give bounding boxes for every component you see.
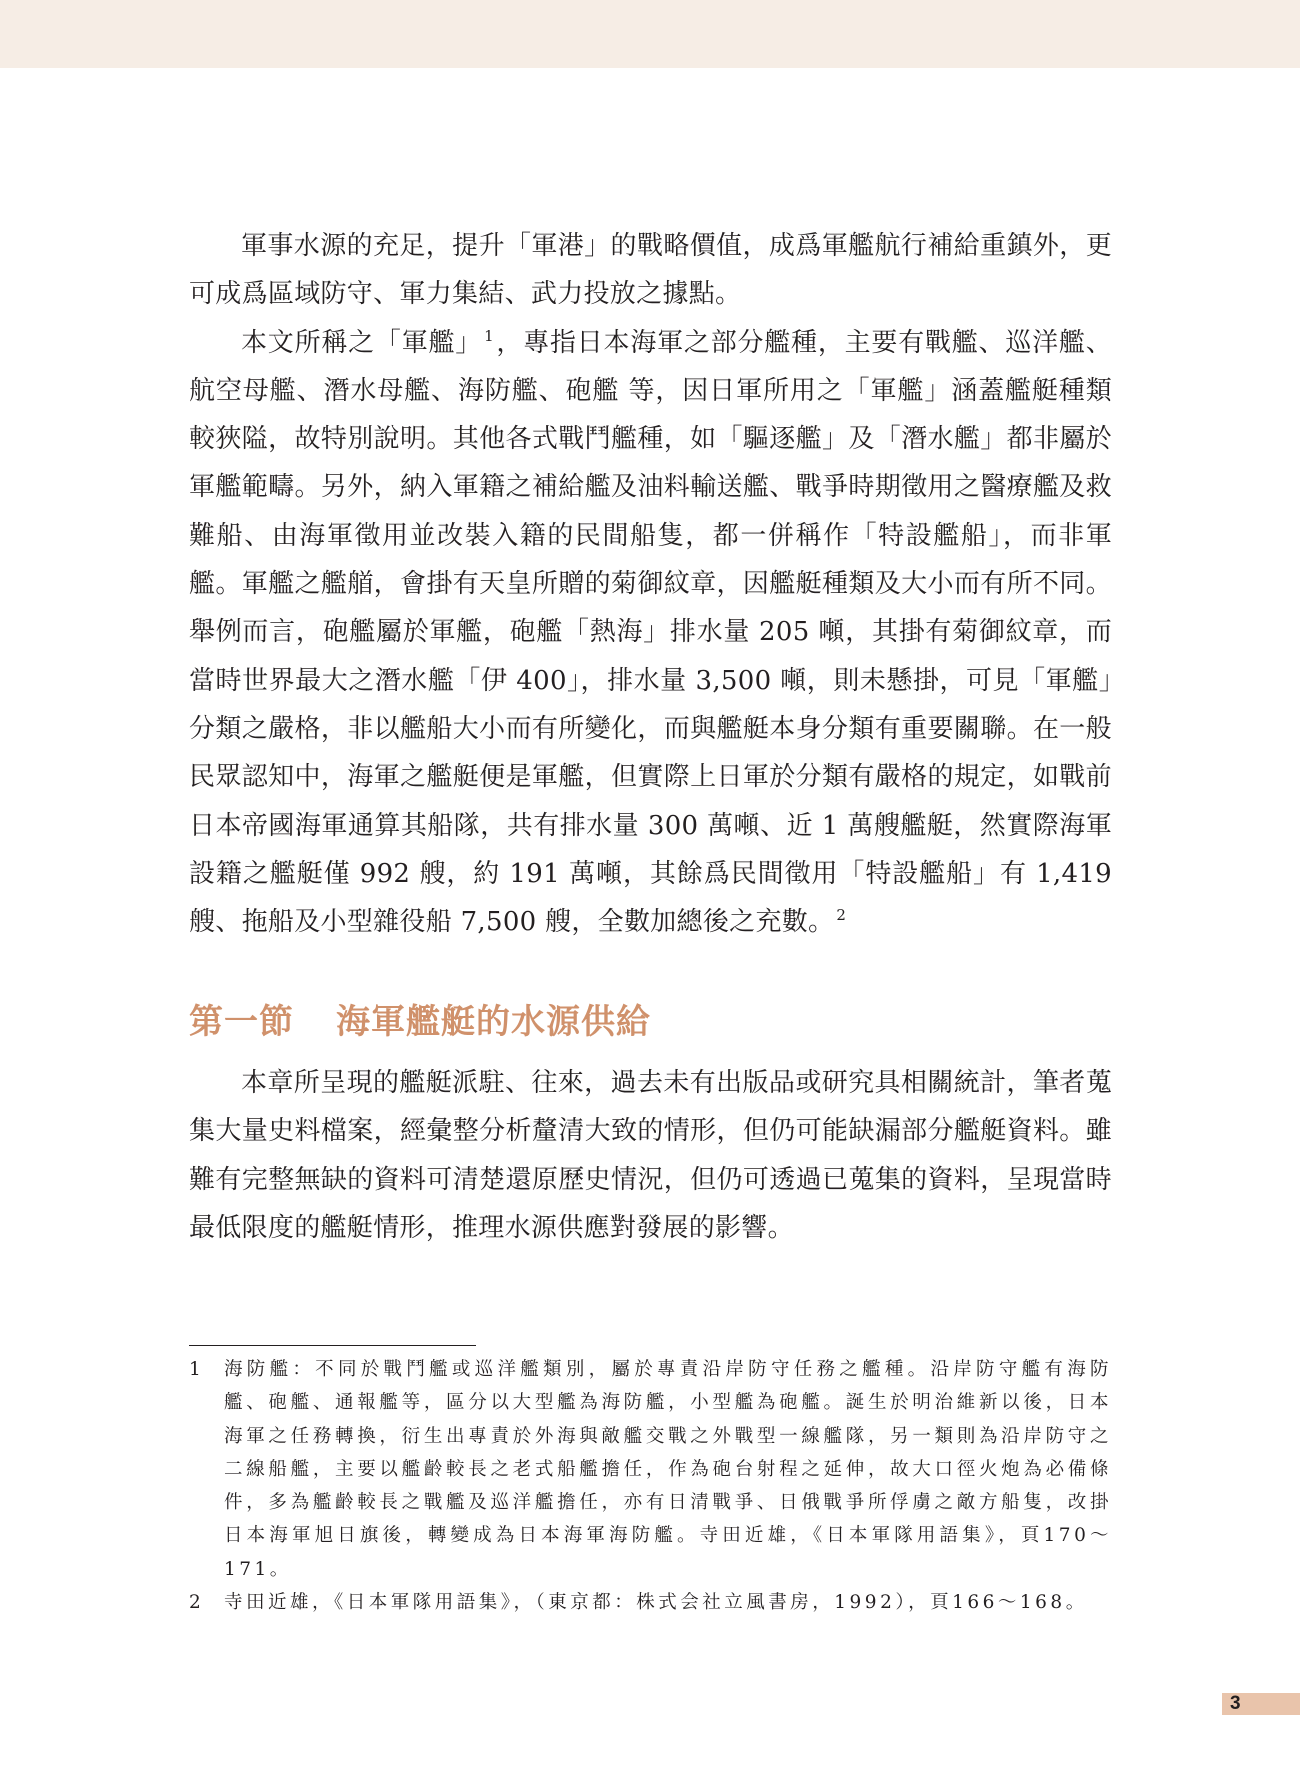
footnote-divider (189, 1345, 476, 1346)
top-header-band (0, 0, 1300, 68)
footnote-1-text: 海防艦：不同於戰鬥艦或巡洋艦類別，屬於專責沿岸防守任務之艦種。沿岸防守艦有海防艦、砲艦、通報艦等，區分以大型艦為海防艦，小型艦為砲艦。誕生於明治維新以後，日本海軍之任務轉換，衍生出專責於外海與敵艦交戰之外戰型一線艦隊，另一類則為沿岸防守之二線船艦，主要以艦齡較長之老式船艦擔任，作為砲台射程之延伸，故大口徑火炮為必備條件，多為艦齡較長之戰艦及巡洋艦擔任，亦有日清戰爭、日俄戰爭所俘虜之敵方船隻，改掛日本海軍旭日旗後，轉變成為日本海軍海防艦。寺田近雄，《日本軍隊用語集》，頁170～171。 (224, 1359, 1112, 1580)
footnote-2 (189, 1586, 1112, 1619)
main-body-text (189, 222, 1112, 946)
page-number: 3 (1230, 1693, 1241, 1714)
paragraph-1 (189, 222, 1112, 319)
footnotes (189, 1353, 1112, 1619)
section-title: 海軍艦艇的水源供給 (336, 1002, 651, 1042)
section-body-text (189, 1059, 1112, 1252)
footnote-2-text: 寺田近雄，《日本軍隊用語集》，（東京都：株式会社立風書房，1992），頁166～168。 (224, 1592, 1088, 1614)
footnote-2-number: 2 (189, 1592, 201, 1614)
paragraph-2-text-b: ，專指日本海軍之部分艦種，主要有戰艦、巡洋艦、航空母艦、潛水母艦、海防艦、砲艦 等，因日軍所用之「軍艦」涵蓋艦艇種類較狹隘，故特別說明。其他各式戰鬥艦種，如「驅逐艦」及「潛水艦」都非屬於軍艦範疇。另外，納入軍籍之補給艦及油料輸送艦、戰爭時期徵用之醫療艦及救難船、由海軍徵用並改裝入籍的民間船隻，都一併稱作「特設艦船」，而非軍艦。軍艦之艦艏，會掛有天皇所贈的菊御紋章，因艦艇種類及大小而有所不同。舉例而言，砲艦屬於軍艦，砲艦「熱海」排水量 205 噸，其掛有菊御紋章，而當時世界最大之潛水艦「伊 400」，排水量 3,500 噸，則未懸掛，可見「軍艦」分類之嚴格，非以艦船大小而有所變化，而與艦艇本身分類有重要關聯。在一般民眾認知中，海軍之艦艇便是軍艦，但實際上日軍於分類有嚴格的規定，如戰前日本帝國海軍通算其船隊，共有排水量 300 萬噸、近 1 萬艘艦艇，然實際海軍設籍之艦艇僅 992 艘，約 191 萬噸，其餘爲民間徵用「特設艦船」有 1,419 艘、拖船及小型雜役船 7,500 艘，全數加總後之充數。 (189, 327, 1112, 938)
footnote-1-number: 1 (189, 1359, 201, 1380)
paragraph-2-text-a: 本文所稱之「軍艦」 (241, 327, 483, 358)
footnote-ref-1[interactable]: 1 (484, 326, 494, 345)
paragraph-2 (189, 319, 1112, 947)
footnote-ref-2[interactable]: 2 (836, 906, 847, 925)
paragraph-1-text: 軍事水源的充足，提升「軍港」的戰略價值，成爲軍艦航行補給重鎮外，更可成爲區域防守、軍力集結、武力投放之據點。 (189, 231, 1112, 310)
footnote-1 (189, 1353, 1112, 1586)
section-number: 第一節 (189, 1002, 294, 1042)
section-paragraph: 本章所呈現的艦艇派駐、往來，過去未有出版品或研究具相關統計，筆者蒐集大量史料檔案，經彙整分析釐清大致的情形，但仍可能缺漏部分艦艇資料。雖難有完整無缺的資料可清楚還原歷史情況，但仍可透過已蒐集的資料，呈現當時最低限度的艦艇情形，推理水源供應對發展的影響。 (189, 1068, 1112, 1243)
section-heading (189, 998, 651, 1046)
